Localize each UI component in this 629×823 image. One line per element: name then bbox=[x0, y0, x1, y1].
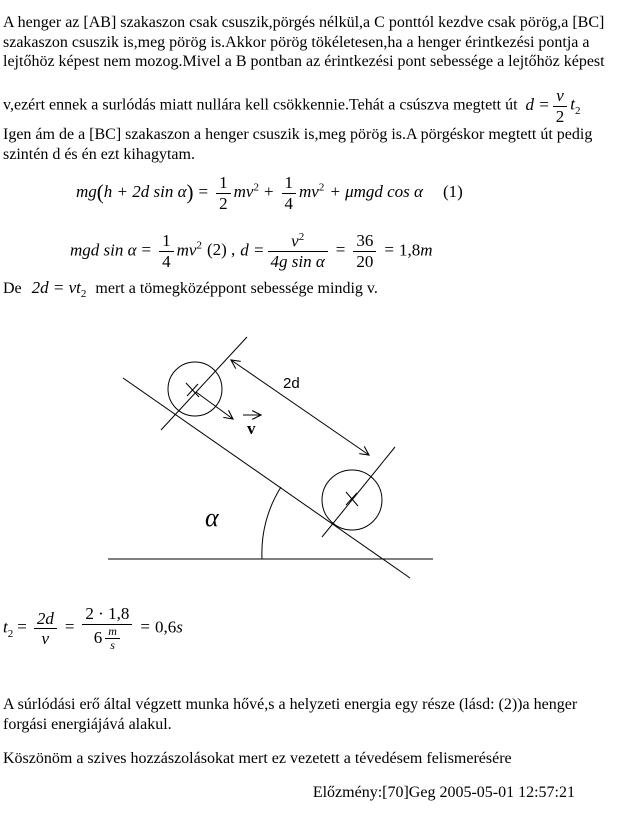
paragraph-1-line-1: A henger az [AB] szakaszon csak csuszik,pörgés nélkül,a C ponttól kezdve csak pörög,a [BC] bbox=[3, 14, 605, 31]
paragraph-3-line-1: A súrlódási erő által végzett munka hővé,s a helyzeti energia egy része (lásd: (2))a henger bbox=[3, 696, 578, 713]
t-subscript: 2 bbox=[575, 104, 581, 117]
equation-1-number: (1) bbox=[442, 181, 463, 201]
energy-equation-2 bbox=[70, 231, 433, 272]
remark-line bbox=[3, 278, 378, 300]
line-with-inline-formula bbox=[3, 86, 581, 126]
fraction-denominator: 2 bbox=[553, 106, 568, 127]
paragraph-4 bbox=[3, 749, 512, 769]
t2-variable: t bbox=[3, 617, 8, 637]
reply-reference: Előzmény:[70]Geg 2005-05-01 12:57:21 bbox=[312, 784, 575, 801]
paragraph-2-line-2: szintén d és én ezt kihagytam. bbox=[3, 145, 195, 163]
t2-result-value: 0,6 bbox=[154, 617, 177, 637]
equation-2-number: (2) , bbox=[206, 240, 236, 260]
fraction-numerator: v bbox=[556, 86, 564, 105]
cylinder-end-center-mark bbox=[346, 492, 358, 506]
t2-subscript: 2 bbox=[7, 627, 14, 640]
incline-line bbox=[123, 378, 410, 578]
paragraph-3 bbox=[3, 695, 577, 734]
f2-equals-2: = bbox=[335, 240, 346, 260]
paragraph-3-line-2: forgási energiájává alakul. bbox=[3, 715, 172, 733]
f1-term2-exp: 2 bbox=[318, 181, 325, 194]
distance-2d-arrow bbox=[231, 360, 369, 455]
time-equation bbox=[3, 604, 183, 653]
f2-equals-1: = bbox=[141, 240, 152, 260]
f2-d-equals: d = bbox=[240, 240, 265, 260]
remark-prefix: De bbox=[3, 280, 22, 297]
f1-term1: mv bbox=[233, 181, 254, 201]
f2-term1-exp: 2 bbox=[196, 239, 202, 252]
distance-2d-label: 2d bbox=[283, 375, 300, 392]
remark-math: 2d = vt bbox=[31, 278, 81, 297]
f1-friction-term: + μmgd cos α bbox=[329, 181, 423, 201]
cylinder-start-center-mark bbox=[186, 383, 199, 397]
line4-text: v,ezért ennek a surlódás miatt nullára kell csökkennie.Tehát a csúszva megtett út bbox=[3, 96, 518, 114]
t2-equals-2: = bbox=[64, 617, 75, 637]
t2-equals-1: = bbox=[17, 617, 27, 637]
paragraph-2-line-1: Igen ám de a [BC] szakaszon a henger csuszik is,meg pörög is.A pörgéskor megtett út pedig bbox=[3, 126, 593, 143]
fraction-v-over-2 bbox=[553, 86, 568, 126]
fraction-v2-over-4gsina: $\frac{v^2}{\text{4g sin α}}$ bbox=[268, 231, 328, 272]
t2-equals-3: = bbox=[140, 617, 150, 637]
f2-equals-3: = bbox=[384, 240, 394, 260]
paragraph-1 bbox=[3, 13, 605, 72]
f1-equals: = bbox=[198, 181, 209, 201]
incline-diagram bbox=[0, 330, 629, 590]
fraction-m-over-s: $\frac{m}{s}$ bbox=[105, 625, 120, 654]
fraction-one-quarter-2: $\frac{1}{4}$ bbox=[159, 231, 174, 271]
paragraph-2 bbox=[3, 125, 592, 164]
f2-result-value: 1,8 bbox=[398, 240, 421, 260]
fraction-one-quarter: $\frac{1}{4}$ bbox=[282, 173, 297, 213]
energy-equation-1 bbox=[76, 173, 463, 213]
remark-math-sub: 2 bbox=[80, 288, 87, 301]
remark-suffix: mert a tömegközéppont sebessége mindig v. bbox=[95, 280, 378, 297]
t2-result-unit: s bbox=[176, 617, 183, 637]
fraction-2d-over-v: $\frac{2d}{v}$ bbox=[34, 609, 57, 649]
paragraph-4-line-1: Köszönöm a szives hozzászolásokat mert ez vezetett a tévedésem felismerésére bbox=[3, 750, 512, 767]
f1-term1-exp: 2 bbox=[253, 181, 259, 194]
f2-term1: mv bbox=[176, 240, 197, 260]
f2-lhs: mgd sin α bbox=[70, 240, 137, 260]
fraction-one-half: $\frac{1}{2}$ bbox=[216, 173, 231, 213]
denominator-6-m-per-s: 6 $\frac{m}{s}$ bbox=[82, 624, 132, 654]
d-equals: d = bbox=[525, 94, 550, 114]
cylinder-start-axis-line bbox=[161, 337, 247, 430]
f1-mg: mg bbox=[76, 181, 97, 201]
f1-plus: + bbox=[263, 181, 274, 201]
cylinder-end-axis-line bbox=[322, 447, 395, 537]
cylinder-start-circle bbox=[168, 362, 222, 416]
alpha-angle-arc bbox=[262, 487, 281, 559]
paragraph-1-line-2: szakaszon csuszik is,meg pörög is.Akkor pörög tökéletesen,ha a henger érintkezési pontja a bbox=[3, 33, 590, 51]
fraction-36-over-20: $\frac{36}{20}$ bbox=[353, 231, 376, 271]
f1-term2: mv bbox=[299, 181, 319, 201]
f2-result-unit: m bbox=[420, 240, 433, 260]
f1-left-paren: ( bbox=[96, 179, 104, 204]
velocity-v-label: v bbox=[247, 419, 256, 438]
f1-right-paren: ) bbox=[186, 179, 194, 204]
f1-inner: h + 2d sin α bbox=[103, 181, 187, 201]
fraction-numeric: 2 · 1,8 6 $\frac{m}{s}$ bbox=[82, 604, 132, 653]
paragraph-1-line-3: lejtőhöz képest nem mozog.Mivel a B pontban az érintkezési pont sebessége a lejtőhöz képest bbox=[3, 53, 605, 70]
alpha-label: α bbox=[205, 503, 219, 532]
t-variable: t bbox=[570, 94, 576, 114]
